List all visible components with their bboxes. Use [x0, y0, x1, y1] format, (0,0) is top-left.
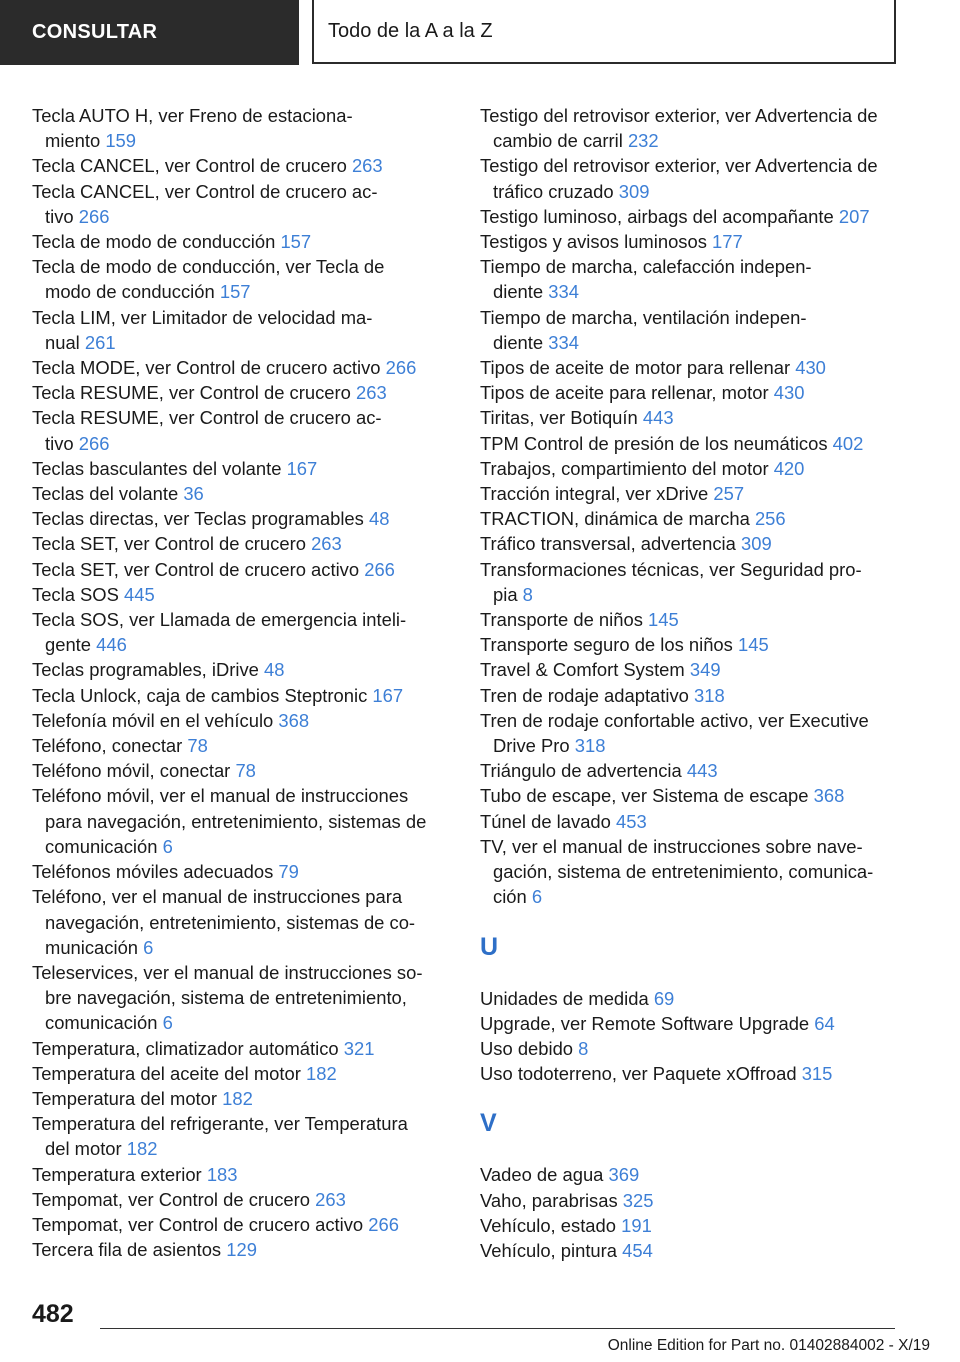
index-entry: [32, 380, 462, 405]
page-link[interactable]: 78: [235, 760, 256, 782]
entry-text: miento: [45, 130, 101, 152]
index-entry: [32, 531, 462, 556]
entry-text: diente: [493, 331, 544, 353]
index-entry: [480, 506, 920, 531]
page-link[interactable]: 334: [548, 331, 579, 353]
entry-text: Vaho, parabrisas: [480, 1189, 618, 1211]
entry-text: Teclas del volante: [32, 483, 179, 505]
entry-text: Tecla CANCEL, ver Control de crucero ac-: [32, 180, 378, 202]
page-link[interactable]: 159: [105, 130, 137, 152]
page-link[interactable]: 368: [813, 785, 845, 807]
entry-text: Temperatura del refrigerante, ver Temperatura: [32, 1113, 408, 1135]
entry-text: Upgrade, ver Remote Software Upgrade: [480, 1012, 810, 1034]
page-link[interactable]: 368: [278, 709, 310, 731]
index-entry: [480, 254, 920, 304]
page-link[interactable]: 8: [578, 1037, 589, 1059]
entry-text: pia: [493, 583, 518, 605]
page-link[interactable]: 420: [773, 457, 805, 479]
index-entry: [480, 456, 920, 481]
page-link[interactable]: 69: [653, 987, 675, 1009]
entry-text: diente: [493, 281, 544, 303]
entry-text: Teléfono, ver el manual de instrucciones para: [32, 886, 403, 908]
page-link[interactable]: 191: [621, 1214, 652, 1236]
edition-note: Online Edition for Part no. 01402884002 - X/19: [607, 1337, 930, 1354]
index-entry: [480, 1213, 920, 1238]
index-entry: [32, 355, 462, 380]
page-link[interactable]: 167: [286, 457, 318, 479]
index-entry: [480, 355, 920, 380]
index-entry: [32, 305, 462, 355]
index-entry: [32, 683, 462, 708]
index-entry: [480, 153, 920, 203]
page-link[interactable]: 263: [356, 382, 387, 404]
entry-text: Vehículo, pintura: [480, 1239, 618, 1261]
entry-text: Transformaciones técnicas, ver Seguridad pro-: [480, 558, 862, 580]
entry-text: Tecla SOS: [32, 583, 119, 605]
entry-text: Transporte de niños: [480, 609, 643, 631]
entry-text: TPM Control de presión de los neumáticos: [480, 432, 828, 454]
page-link[interactable]: 334: [548, 281, 579, 303]
page-link[interactable]: 183: [206, 1163, 238, 1185]
page-link[interactable]: 182: [305, 1062, 337, 1084]
index-entry: [32, 456, 462, 481]
index-entry: [480, 305, 920, 355]
page-link[interactable]: 48: [264, 659, 285, 681]
index-entry: [480, 683, 920, 708]
page-link[interactable]: 145: [737, 634, 769, 656]
page-link[interactable]: 349: [689, 659, 721, 681]
entry-text: TRACTION, dinámica de marcha: [480, 508, 750, 530]
entry-text: Teléfono móvil, conectar: [32, 760, 231, 782]
page-link[interactable]: 315: [801, 1063, 833, 1085]
entry-text: Tren de rodaje adaptativo: [480, 684, 689, 706]
entry-text: Tecla MODE, ver Control de crucero activo: [32, 357, 381, 379]
page-link[interactable]: 263: [311, 533, 342, 555]
entry-text: Uso debido: [480, 1037, 574, 1059]
index-entry: [480, 758, 920, 783]
index-entry: [32, 708, 462, 733]
entry-text: Testigo del retrovisor exterior, ver Advertencia de: [480, 105, 878, 126]
index-entry: [480, 229, 920, 254]
entry-text: Telefonía móvil en el vehículo: [32, 709, 274, 731]
page-link[interactable]: 443: [686, 760, 718, 782]
entry-text: Teleservices, ver el manual de instrucciones so-: [32, 961, 423, 983]
index-entry: [480, 834, 920, 910]
page-link[interactable]: 232: [627, 130, 659, 152]
page-link[interactable]: 6: [531, 886, 543, 908]
index-entry: [480, 1061, 920, 1086]
entry-text: Unidades de medida: [480, 987, 649, 1009]
entry-text: Tecla RESUME, ver Control de crucero: [32, 382, 351, 404]
index-column-right: [480, 103, 920, 1263]
page-link[interactable]: 177: [712, 231, 743, 253]
index-entry: [480, 1238, 920, 1263]
entry-text: Tipos de aceite para rellenar, motor: [480, 382, 769, 404]
index-entry: [480, 103, 920, 153]
entry-text: Tecla LIM, ver Limitador de velocidad ma-: [32, 306, 373, 328]
index-entry: [480, 204, 920, 229]
index-entry: [32, 254, 462, 304]
index-entry: [32, 1237, 462, 1262]
page-link[interactable]: 261: [84, 331, 116, 353]
index-entry: [480, 708, 920, 758]
index-entry: [480, 557, 920, 607]
page-link[interactable]: 266: [364, 558, 395, 580]
entry-text: Tecla de modo de conducción: [32, 231, 276, 253]
entry-text: Tecla SOS, ver Llamada de emergencia inteli-: [32, 609, 407, 631]
page-link[interactable]: 6: [162, 1012, 173, 1034]
index-entry: [480, 405, 920, 430]
index-entry: [32, 506, 462, 531]
entry-text: Tipos de aceite de motor para rellenar: [480, 357, 791, 379]
index-entry: [32, 179, 462, 229]
index-entry: [480, 531, 920, 556]
index-entry: [32, 1111, 462, 1161]
entry-text: Vadeo de agua: [480, 1164, 604, 1186]
entry-text: Temperatura, climatizador automático: [32, 1037, 339, 1059]
entry-text: del motor: [45, 1138, 122, 1160]
page-link[interactable]: 36: [183, 483, 204, 505]
page-link[interactable]: 325: [622, 1189, 654, 1211]
entry-text: Tecla SET, ver Control de crucero: [32, 533, 306, 555]
entry-text: Teclas programables, iDrive: [32, 659, 259, 681]
index-entry: [480, 607, 920, 632]
page-link[interactable]: 445: [124, 583, 155, 605]
index-entry: [32, 859, 462, 884]
page-link[interactable]: 6: [143, 936, 154, 958]
page-link[interactable]: 157: [280, 231, 312, 253]
page-link[interactable]: 266: [368, 1213, 399, 1235]
entry-text: modo de conducción: [45, 281, 215, 303]
page-link[interactable]: 402: [832, 432, 864, 454]
page-header: [0, 0, 960, 66]
footer-divider: [100, 1328, 895, 1329]
entry-text: Tracción integral, ver xDrive: [480, 483, 709, 505]
entry-text: municación: [45, 936, 139, 958]
entry-text: Tecla AUTO H, ver Freno de estaciona-: [32, 105, 353, 126]
page-link[interactable]: 182: [222, 1087, 253, 1109]
entry-text: Drive Pro: [493, 735, 570, 757]
index-entry: [32, 582, 462, 607]
page-link[interactable]: 309: [618, 180, 650, 202]
entry-text: Teléfono móvil, ver el manual de instrucciones: [32, 785, 409, 807]
page-link[interactable]: 443: [642, 407, 674, 429]
index-entry: [480, 986, 920, 1011]
index-entry: [32, 783, 462, 859]
page-link[interactable]: 8: [522, 583, 533, 605]
entry-text: TV, ver el manual de instrucciones sobre nave-: [480, 835, 863, 857]
entry-text: Triángulo de advertencia: [480, 760, 682, 782]
entry-text: cambio de carril: [493, 130, 623, 152]
entry-text: navegación, entretenimiento, sistemas de co-: [45, 911, 416, 933]
page-link[interactable]: 182: [126, 1138, 158, 1160]
entry-text: Uso todoterreno, ver Paquete xOffroad: [480, 1063, 797, 1085]
entry-text: Teléfonos móviles adecuados: [32, 861, 274, 883]
entry-text: Testigos y avisos luminosos: [480, 231, 707, 253]
entry-text: Tiempo de marcha, ventilación indepen-: [480, 306, 807, 328]
page-link[interactable]: 430: [795, 357, 826, 379]
index-entry: [32, 1162, 462, 1187]
entry-text: Tiritas, ver Botiquín: [480, 407, 638, 429]
index-entry: [480, 1188, 920, 1213]
page-link[interactable]: 78: [187, 735, 208, 757]
index-entry: [480, 657, 920, 682]
entry-text: Tercera fila de asientos: [32, 1239, 222, 1261]
page-link[interactable]: 6: [162, 835, 173, 857]
index-column-left: [32, 103, 462, 1262]
entry-text: comunicación: [45, 835, 158, 857]
entry-text: Temperatura del motor: [32, 1087, 218, 1109]
chapter-title: Todo de la A a la Z: [312, 0, 896, 64]
page-link[interactable]: 321: [343, 1037, 375, 1059]
index-entry: [32, 481, 462, 506]
index-entry: [32, 1036, 462, 1061]
index-entry: [480, 481, 920, 506]
index-entry: [480, 380, 920, 405]
entry-text: bre navegación, sistema de entretenimiento,: [45, 987, 407, 1009]
index-entry: [32, 103, 462, 153]
index-entry: [32, 733, 462, 758]
page-link[interactable]: 454: [622, 1239, 653, 1261]
page-link[interactable]: 48: [368, 508, 390, 530]
entry-text: gente: [45, 634, 92, 656]
page-number: 482: [32, 1300, 74, 1328]
letter-heading: V: [480, 1109, 497, 1138]
entry-text: Tempomat, ver Control de crucero activo: [32, 1213, 364, 1235]
page-link[interactable]: 318: [694, 684, 725, 706]
index-entry: [32, 405, 462, 455]
page-link[interactable]: 266: [385, 357, 417, 379]
page-link[interactable]: 257: [713, 483, 745, 505]
entry-text: tivo: [45, 205, 74, 227]
entry-text: gación, sistema de entretenimiento, comunica-: [493, 861, 874, 883]
entry-text: para navegación, entretenimiento, sistemas de: [45, 810, 427, 832]
index-entry: [32, 960, 462, 1036]
index-entry: [32, 758, 462, 783]
index-entry: [32, 1187, 462, 1212]
page-link[interactable]: 263: [351, 155, 383, 177]
entry-text: Testigo luminoso, airbags del acompañante: [480, 205, 834, 227]
entry-text: Trabajos, compartimiento del motor: [480, 457, 769, 479]
page-link[interactable]: 145: [648, 609, 679, 631]
page-link[interactable]: 309: [741, 533, 772, 555]
entry-text: Tren de rodaje confortable activo, ver Executive: [480, 709, 869, 731]
index-entry: [480, 632, 920, 657]
entry-text: Transporte seguro de los niños: [480, 634, 733, 656]
index-entry: [32, 1061, 462, 1086]
page-link[interactable]: 266: [78, 205, 110, 227]
index-entry: [32, 153, 462, 178]
index-entry: [32, 229, 462, 254]
page-link[interactable]: 207: [838, 205, 870, 227]
entry-text: Túnel de lavado: [480, 810, 611, 832]
entry-text: Tiempo de marcha, calefacción indepen-: [480, 256, 812, 278]
index-entry: [32, 557, 462, 582]
page-link[interactable]: 129: [226, 1239, 257, 1261]
page-link[interactable]: 446: [96, 634, 127, 656]
index-entry: [32, 1086, 462, 1111]
entry-text: tráfico cruzado: [493, 180, 614, 202]
entry-text: Teclas basculantes del volante: [32, 457, 282, 479]
page-link[interactable]: 79: [278, 861, 299, 883]
index-entry: [32, 884, 462, 960]
entry-text: Tempomat, ver Control de crucero: [32, 1188, 311, 1210]
index-entry: [32, 607, 462, 657]
entry-text: Teléfono, conectar: [32, 735, 183, 757]
entry-text: Teclas directas, ver Teclas programables: [32, 508, 364, 530]
entry-text: Tráfico transversal, advertencia: [480, 533, 736, 555]
page-link[interactable]: 318: [574, 735, 606, 757]
page-link[interactable]: 263: [315, 1188, 346, 1210]
entry-text: Tecla RESUME, ver Control de crucero ac-: [32, 407, 382, 429]
page-link[interactable]: 157: [219, 281, 251, 303]
entry-text: tivo: [45, 432, 74, 454]
entry-text: Tecla SET, ver Control de crucero activo: [32, 558, 360, 580]
index-entry: [480, 1011, 920, 1036]
entry-text: Tecla de modo de conducción, ver Tecla de: [32, 256, 385, 278]
index-entry: [480, 809, 920, 834]
page-link[interactable]: 266: [78, 432, 110, 454]
entry-text: Tubo de escape, ver Sistema de escape: [480, 785, 809, 807]
entry-text: Vehículo, estado: [480, 1214, 616, 1236]
entry-text: Testigo del retrovisor exterior, ver Advertencia de: [480, 155, 878, 177]
index-entry: [480, 783, 920, 808]
page-link[interactable]: 430: [773, 382, 805, 404]
entry-text: Tecla Unlock, caja de cambios Steptronic: [32, 684, 368, 706]
entry-text: ción: [493, 886, 527, 908]
index-entry: [32, 1212, 462, 1237]
page-link[interactable]: 453: [616, 810, 647, 832]
entry-text: Travel & Comfort System: [480, 659, 685, 681]
page-link[interactable]: 64: [814, 1012, 835, 1034]
page-link[interactable]: 167: [372, 684, 404, 706]
index-entry: [32, 657, 462, 682]
page-link[interactable]: 256: [754, 508, 786, 530]
entry-text: Temperatura del aceite del motor: [32, 1062, 301, 1084]
index-entry: [480, 431, 920, 456]
index-entry: [480, 1036, 920, 1061]
entry-text: nual: [45, 331, 80, 353]
letter-heading: U: [480, 932, 499, 961]
page-link[interactable]: 369: [608, 1164, 640, 1186]
entry-text: Tecla CANCEL, ver Control de crucero: [32, 155, 347, 177]
section-tab[interactable]: CONSULTAR: [0, 0, 299, 65]
entry-text: Temperatura exterior: [32, 1163, 202, 1185]
entry-text: comunicación: [45, 1012, 158, 1034]
index-entry: [480, 1162, 920, 1187]
